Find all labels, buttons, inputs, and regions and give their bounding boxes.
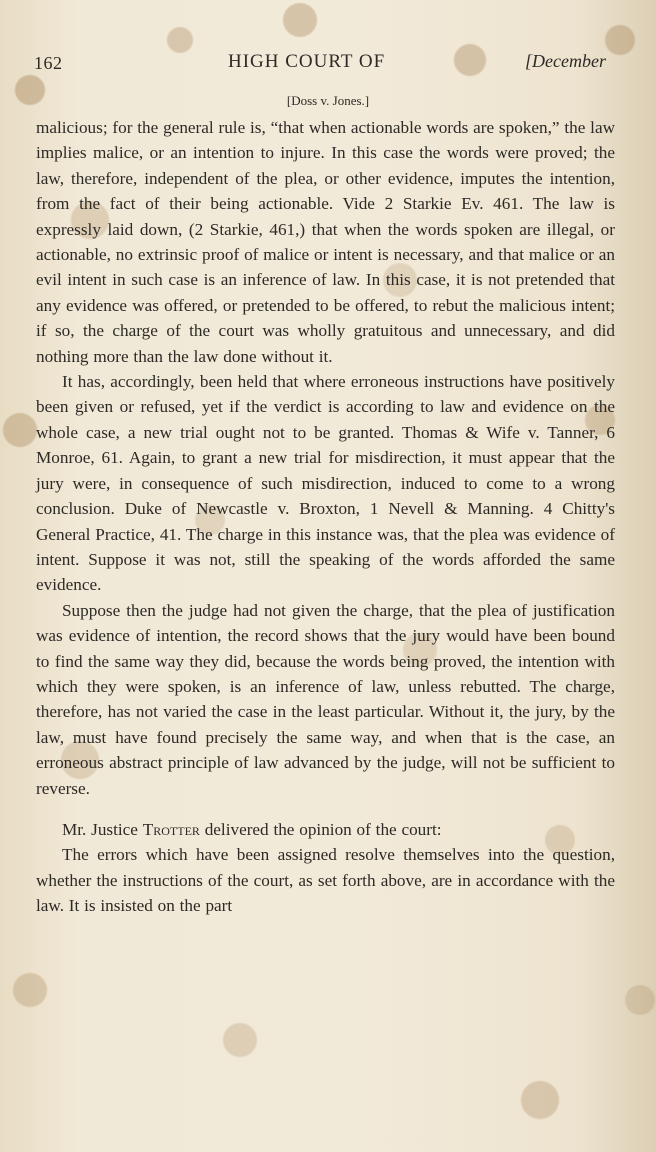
page-header bbox=[0, 48, 656, 78]
opinion-intro bbox=[36, 817, 615, 842]
body-text bbox=[36, 115, 615, 919]
running-head-month: [December bbox=[525, 51, 606, 71]
opinion-prefix: Mr. Justice bbox=[62, 819, 138, 839]
justice-name: Trotter bbox=[142, 819, 200, 839]
opinion-intro-text: delivered the opinion of the court: bbox=[204, 819, 442, 839]
page-number: 162 bbox=[34, 53, 63, 73]
paragraph-1: malicious; for the general rule is, “that when actionable words are spoken,” the law implies malice, or an intention to injure. In this case the words were proved; the law, therefore, independent of the plea, or other evidence, imputes the intention, from the fact of their being actionable. Vide 2 Starkie Ev. 461. The law is expressly laid down, (2 Starkie, 461,) that when the words spoken are illegal, or actionable, no extrinsic proof of malice or intent is necessary, and that malice or an evil intent in such case is an inference of law. In this case, it is not pretended that any evidence was offered, or pretended to be offered, to rebut the malicious intent; if so, the charge of the court was wholly gratuitous and unnecessary, and did nothing more than the law done without it. bbox=[36, 118, 615, 366]
paragraph-3: Suppose then the judge had not given the charge, that the plea of justification was evidence of intention, the record shows that the jury would have been bound to find the same way they did, because the words being proved, the intention with which they were spoken, is an inference of law, unless rebutted. The charge, therefore, has not varied the case in the least particular. Without it, the jury, by the law, must have found precisely the same way, and when that is the case, an erroneous abstract principle of law advanced by the judge, will not be sufficient to reverse. bbox=[36, 600, 615, 798]
case-caption: [Doss v. Jones.] bbox=[286, 93, 370, 108]
running-head: HIGH COURT OF bbox=[228, 51, 386, 72]
paragraph-5: The errors which have been assigned resolve themselves into the question, whether the instructions of the court, as set forth above, are in accordance with the law. It is insisted on the part bbox=[36, 845, 615, 916]
paragraph-2: It has, accordingly, been held that where erroneous instructions have positively been given or refused, yet if the verdict is according to law and evidence on the whole case, a new trial ought not to be granted. Thomas & Wife v. Tanner, 6 Monroe, 61. Again, to grant a new trial for misdirection, it must appear that the jury were, in consequence of such misdirection, induced to come to a wrong conclusion. Duke of Newcastle v. Broxton, 1 Nevell & Manning. 4 Chitty's General Practice, 41. The charge in this instance was, that the plea was evidence of intent. Suppose it was not, still the speaking of the words afforded the same evidence. bbox=[36, 372, 615, 595]
